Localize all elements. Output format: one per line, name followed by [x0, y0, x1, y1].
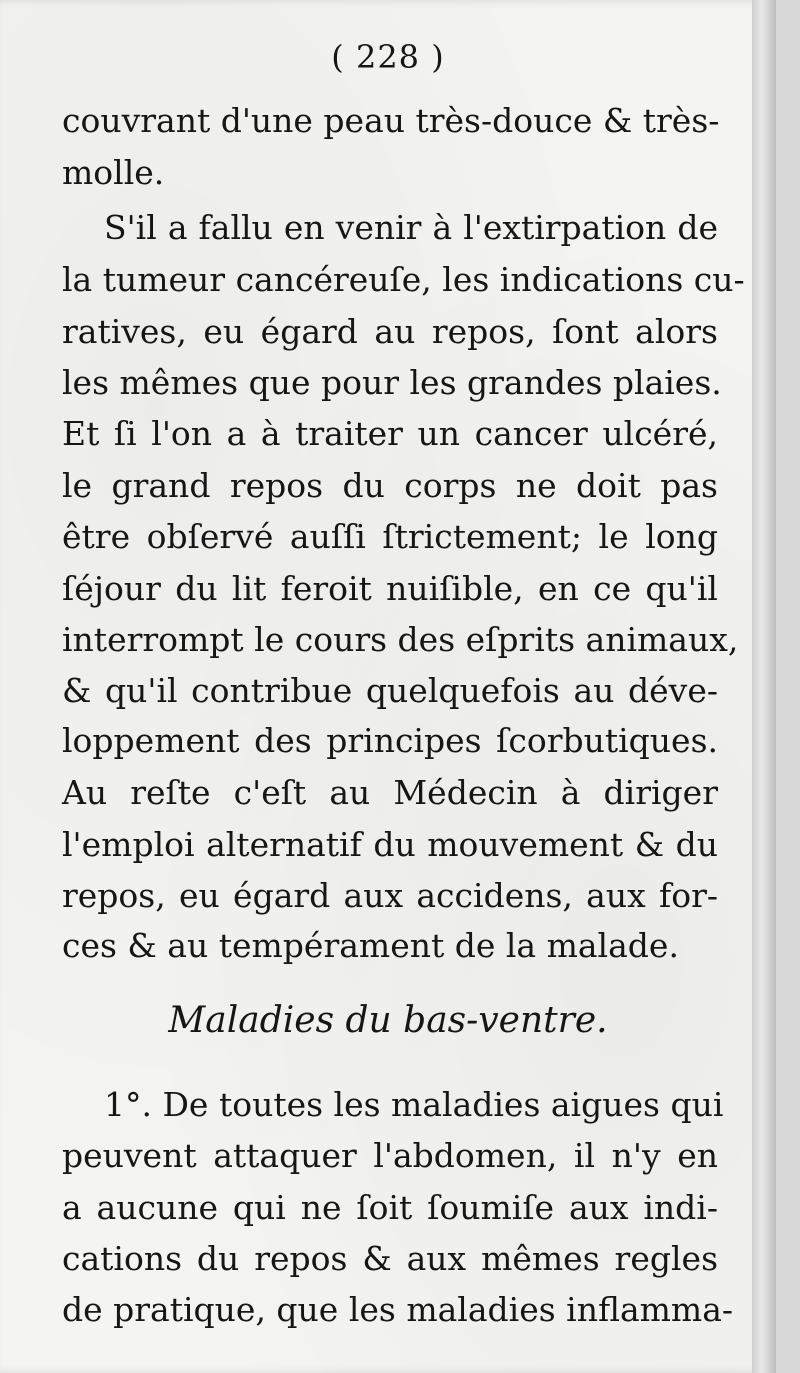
text-line: de pratique, que les maladies inflamma-	[62, 1290, 734, 1329]
text-line: 1°. De toutes les maladies aigues qui	[104, 1085, 724, 1124]
text-line: l'emploi alternatif du mouvement & du	[62, 825, 718, 864]
text-line: a aucune qui ne ſoit ſoumiſe aux indi-	[62, 1188, 718, 1227]
text-line: loppement des principes ſcorbutiques.	[62, 721, 718, 760]
text-line: Au reſte c'eſt au Médecin à diriger	[62, 773, 718, 812]
text-line: être obſervé auſſi ſtrictement; le long	[62, 517, 718, 556]
page-edge	[752, 0, 776, 1373]
text-line: S'il a fallu en venir à l'extirpation de	[104, 208, 718, 247]
text-line: interrompt le cours des eſprits animaux,	[62, 620, 739, 659]
text-line: la tumeur cancéreuſe, les indications cu-	[62, 260, 745, 299]
text-line: les mêmes que pour les grandes plaies.	[62, 363, 722, 402]
text-line: Et ſi l'on a à traiter un cancer ulcéré,	[62, 414, 718, 453]
text-line: cations du repos & aux mêmes regles	[62, 1239, 718, 1278]
text-line: ratives, eu égard au repos, ſont alors	[62, 312, 718, 351]
text-line: repos, eu égard aux accidens, aux for-	[62, 876, 718, 915]
page-number: ( 228 )	[331, 38, 445, 76]
text-line: peuvent attaquer l'abdomen, il n'y en	[62, 1136, 718, 1175]
section-heading: Maladies du bas-ventre.	[168, 1000, 608, 1041]
text-line: molle.	[62, 153, 165, 192]
text-line: ſéjour du lit feroit nuiſible, en ce qu'il	[62, 569, 718, 608]
text-line: ces & au tempérament de la malade.	[62, 926, 679, 965]
text-line: couvrant d'une peau très-douce & très-	[62, 101, 720, 140]
text-line: le grand repos du corps ne doit pas	[62, 466, 718, 505]
text-line: & qu'il contribue quelquefois au déve-	[62, 671, 718, 710]
